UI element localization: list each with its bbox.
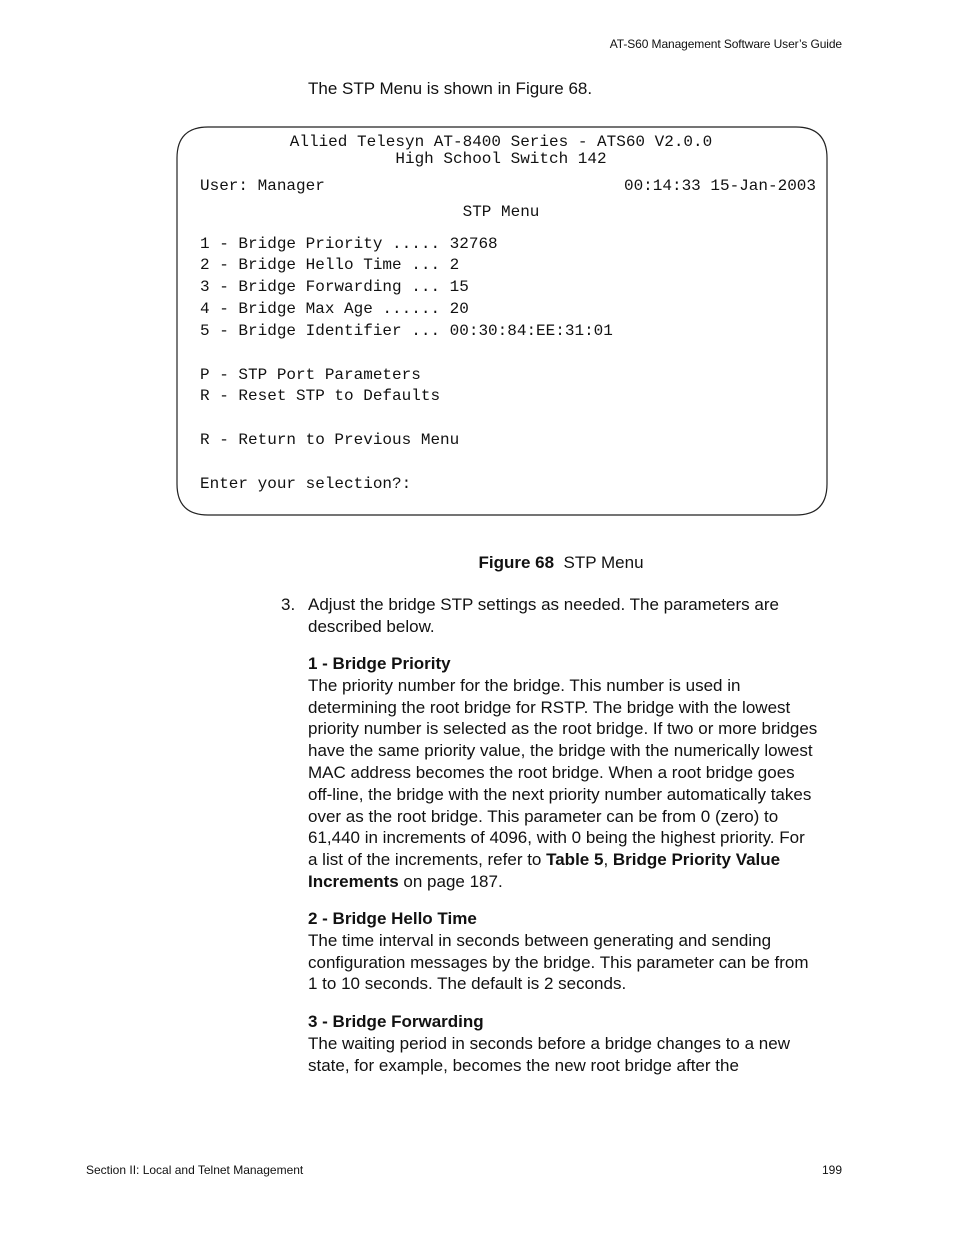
- stp-menu-screen: [174, 126, 828, 517]
- page-number: 199: [821, 1163, 842, 1177]
- menu-item-stp-port-parameters[interactable]: P - STP Port Parameters: [200, 366, 421, 384]
- ref-separator: ,: [603, 850, 613, 870]
- param-bridge-hello-time: [308, 908, 818, 995]
- param-body: The waiting period in seconds before a bridge changes to a new state, for example, becomes the new root bridge after the: [308, 1033, 790, 1075]
- menu-item-bridge-forwarding[interactable]: 3 - Bridge Forwarding ... 15: [200, 278, 469, 296]
- step-text: Adjust the bridge STP settings as needed. The parameters are described below.: [308, 595, 779, 636]
- table-ref-link[interactable]: Table 5: [546, 850, 604, 870]
- menu-item-bridge-priority[interactable]: 1 - Bridge Priority ..... 32768: [200, 235, 498, 253]
- figure-label: Figure 68: [478, 553, 555, 572]
- figure-title: STP Menu: [563, 553, 644, 572]
- menu-item-return-previous[interactable]: R - Return to Previous Menu: [200, 431, 460, 449]
- param-heading: 2 - Bridge Hello Time: [308, 909, 477, 928]
- table-title-link[interactable]: Bridge Priority Value Increments: [308, 850, 781, 891]
- figure-caption: [0, 553, 954, 573]
- terminal-menu-title: STP Menu: [462, 203, 540, 221]
- menu-item-bridge-max-age[interactable]: 4 - Bridge Max Age ...... 20: [200, 300, 469, 318]
- menu-item-reset-stp-defaults[interactable]: R - Reset STP to Defaults: [200, 387, 441, 405]
- param-heading: 1 - Bridge Priority: [308, 654, 451, 673]
- menu-item-bridge-identifier[interactable]: 5 - Bridge Identifier ... 00:30:84:EE:31:01: [200, 322, 613, 340]
- footer-section: Section II: Local and Telnet Management: [86, 1163, 304, 1177]
- terminal-title: Allied Telesyn AT-8400 Series - ATS60 V2.0.0: [289, 133, 713, 151]
- terminal-user: User: Manager: [200, 177, 325, 195]
- selection-prompt[interactable]: Enter your selection?:: [200, 475, 412, 493]
- running-header: AT-S60 Management Software User’s Guide: [609, 37, 842, 51]
- terminal-timestamp: 00:14:33 15-Jan-2003: [623, 177, 816, 195]
- menu-item-bridge-hello-time[interactable]: 2 - Bridge Hello Time ... 2: [200, 256, 460, 274]
- param-body: [308, 675, 818, 893]
- param-bridge-forwarding: [308, 1011, 818, 1076]
- step-number: 3.: [281, 595, 296, 614]
- param-heading: 3 - Bridge Forwarding: [308, 1012, 484, 1031]
- terminal-switch-name: High School Switch 142: [395, 150, 607, 168]
- param-body: The time interval in seconds between generating and sending configuration messages by the bridge. This parameter can be from 1 to 10 seconds. The default is 2 seconds.: [308, 930, 809, 994]
- intro-paragraph: The STP Menu is shown in Figure 68.: [308, 79, 593, 98]
- param-body-text: The priority number for the bridge. This number is used in determining the root bridge for RSTP. The bridge with the lowest priority number is selected as the root bridge. If two or more bridges have the same priority value, the bridge with the numerically lowest MAC address becomes the root bridge. When a root bridge goes off-line, the bridge with the next priority number automatically takes over as the root bridge. This parameter can be from 0 (zero) to 61,440 in increments of 4096, with 0 being the highest priority. For a list of the increments, refer to: [308, 675, 818, 870]
- param-bridge-priority: [308, 653, 818, 893]
- param-body-tail: on page 187.: [398, 871, 503, 891]
